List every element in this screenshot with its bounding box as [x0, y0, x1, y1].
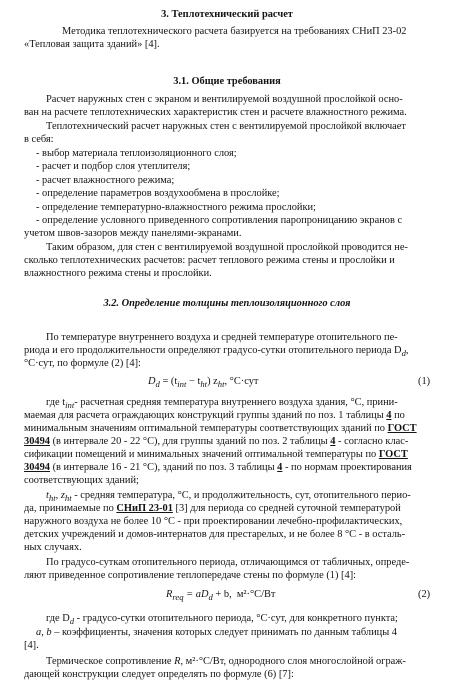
section-3-1-p1-line-1: Расчет наружных стен с экраном и вентилируемой воздушной прослойкой осно-	[46, 94, 403, 105]
section-3-1-heading: 3.1. Общие требования	[173, 76, 281, 87]
requirements-list-item: - определение параметров воздухообмена в прослойке;	[36, 188, 280, 199]
where-ab-line: a, b – коэффициенты, значения которых следует принимать по данным таблицы 4	[36, 627, 397, 638]
where-tht-line-4: детских учреждений и домов-интернатов для престарелых, и не более 8 °С - в осталь-	[24, 529, 406, 540]
where-ab-continuation: [4].	[24, 640, 39, 651]
gost-30494-link[interactable]: 30494	[24, 462, 50, 473]
section-3-1-p2-line-1: Теплотехнический расчет наружных стен с вентилируемой прослойкой включает	[46, 121, 406, 132]
section-3-2-p1-line-1: По температуре внутреннего воздуха и средней температуре отопительного пе-	[46, 332, 398, 343]
where-tint-line-4: 30494 (в интервале 20 - 22 °С), для группы зданий по поз. 2 таблицы 4 - согласно клас-	[24, 436, 409, 447]
where-tht-line-3: наружного воздуха не более 10 °С - при проектировании лечебно-профилактических,	[24, 516, 403, 527]
equation-degree-days: $D_d = (t_{int} - t_{ht})$ $z_{ht}$, °С·сут	[148, 376, 259, 390]
where-tht-line-2: да, принимаемые по СНиП 23-01 [3] для периода со средней суточной температурой	[24, 503, 401, 514]
where-tint-line-1: где $t_{int}-$ расчетная средняя температура внутреннего воздуха здания, °С, прини-	[46, 397, 398, 411]
table-4-link[interactable]: 4	[386, 410, 392, 421]
gost-link[interactable]: ГОСТ	[378, 449, 408, 460]
section-3-1-p3-line-2: сколько теплотехнических расчетов: расчет теплового режима стены и прослойки и	[24, 255, 395, 266]
table-4-link[interactable]: 4	[277, 462, 283, 473]
where-tint-line-7: соответствующих зданий;	[24, 475, 139, 486]
section-3-2-p3-line-1: Термическое сопротивление R, м²·°С/Вт, однородного слоя многослойной ограж-	[46, 656, 406, 667]
table-4-link[interactable]: 4	[330, 436, 336, 447]
section-3-2-p2-line-2: ляют приведенное сопротивление теплопередаче стены по формуле (1) [4]:	[24, 570, 357, 581]
section-3-intro-line-2: «Тепловая защита зданий» [4].	[24, 39, 160, 50]
requirements-list-item: - определение температурно-влажностного режима прослойки;	[36, 202, 316, 213]
snip-23-01-link[interactable]: СНиП 23-01	[116, 503, 173, 514]
section-3-2-heading: 3.2. Определение толщины теплоизоляционного слоя	[103, 298, 351, 309]
section-3-2-p2-line-1: По градусо-суткам отопительного периода, отличающимся от табличных, опреде-	[46, 557, 410, 568]
section-3-heading: 3. Теплотехнический расчет	[161, 9, 293, 20]
where-tint-line-3: минимальным значениям оптимальной температуры соответствующих зданий по ГОСТ	[24, 423, 417, 434]
section-3-2-p1-line-2: риода и его продолжительности определяют градусо-сутки отопительного периода $D_d$,	[24, 345, 409, 359]
where-dd-line-1: где $D_d$ - градусо-сутки отопительного периода, °С·сут, для конкретного пункта;	[46, 613, 398, 627]
equation-number-2: (2)	[418, 589, 431, 600]
where-tht-line-5: ных случаях.	[24, 542, 82, 553]
requirements-list-item: - выбор материала теплоизоляционного слоя;	[36, 148, 237, 159]
gost-link[interactable]: ГОСТ	[387, 423, 417, 434]
section-3-1-p1-line-2: ван на расчете теплотехнических характеристик стен и расчете влажностного режима.	[24, 107, 407, 118]
section-3-2-p1-line-3: °С·сут, по формуле (2) [4]:	[24, 358, 141, 369]
requirements-list-item: - расчет влажностного режима;	[36, 175, 175, 186]
requirements-list-item: - расчет и подбор слоя утеплителя;	[36, 161, 191, 172]
section-3-1-p3-line-3: влажностного режима стены и прослойки.	[24, 268, 212, 279]
where-tht-line-1: $t_{ht}$, $z_{ht}$ - средняя температура, °С, и продолжительность, сут, отопительного перио-	[46, 490, 411, 504]
section-3-1-p3-line-1: Таким образом, для стен с вентилируемой воздушной прослойкой проводится не-	[46, 242, 408, 253]
where-tint-line-5: сификации помещений и минимальных значений оптимальной температуры по ГОСТ	[24, 449, 408, 460]
where-tint-line-6: 30494 (в интервале 16 - 21 °С), зданий по поз. 3 таблицы 4 - по нормам проектирования	[24, 462, 412, 473]
equation-number-1: (1)	[418, 376, 431, 387]
section-3-intro-line-1: Методика теплотехнического расчета базируется на требованиях СНиП 23-02	[62, 26, 407, 37]
equation-required-resistance: $R_{req} = aD_d + b$, м²·°С/Вт	[166, 589, 276, 603]
section-3-2-p3-line-2: дающей конструкции следует определять по формуле (6) [7]:	[24, 669, 294, 680]
gost-30494-link[interactable]: 30494	[24, 436, 50, 447]
requirements-list-item-continuation: учетом швов-зазоров между панелями-экранами.	[24, 228, 242, 239]
section-3-1-p2-line-2: в себя:	[24, 134, 54, 145]
requirements-list-item: - определение условного приведенного сопротивления паропроницанию экранов с	[36, 215, 403, 226]
where-tint-line-2: маемая для расчета ограждающих конструкций группы зданий по поз. 1 таблицы 4 по	[24, 410, 405, 421]
